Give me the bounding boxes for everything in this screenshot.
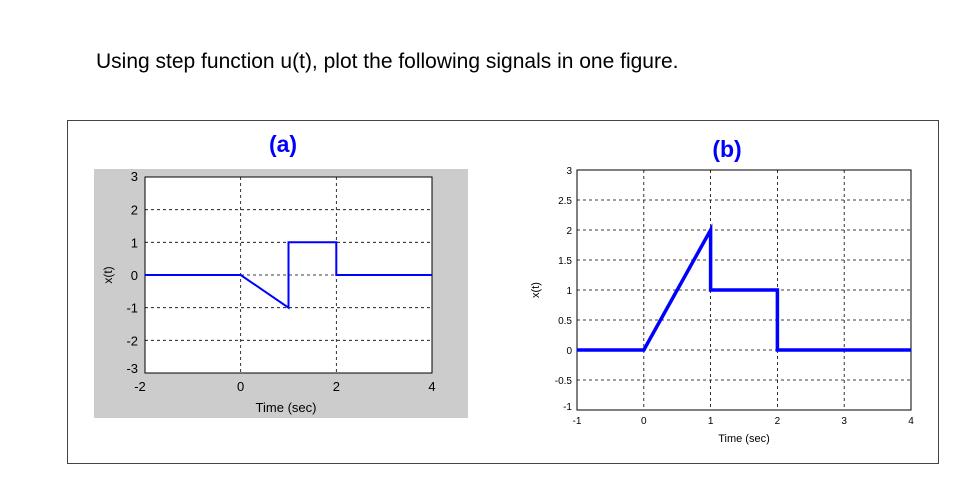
a-ytick-label: 2 bbox=[130, 202, 138, 218]
a-ytick-label: 1 bbox=[130, 235, 138, 251]
subplot-b-title: (b) bbox=[712, 136, 742, 162]
b-ytick-label: 1 bbox=[566, 286, 572, 297]
b-xtick-label: 1 bbox=[707, 416, 714, 427]
b-xtick-label: 4 bbox=[908, 416, 914, 427]
a-xtick-label: 2 bbox=[332, 379, 340, 394]
subplot-b bbox=[530, 136, 914, 445]
b-xtick-label: 2 bbox=[774, 416, 781, 427]
subplot-a-xlabel: Time (sec) bbox=[255, 400, 317, 415]
question-heading: Using step function u(t), plot the following signals in one figure. bbox=[96, 50, 679, 73]
subplot-a bbox=[94, 131, 468, 418]
a-xtick-label: -2 bbox=[134, 379, 146, 394]
b-ytick-label: 0.5 bbox=[558, 316, 572, 327]
subplot-a-title: (a) bbox=[268, 131, 298, 157]
subplot-a-ylabel: x(t) bbox=[101, 266, 115, 284]
b-ytick-label: 1.5 bbox=[558, 256, 572, 267]
b-ytick-label: 0 bbox=[566, 346, 572, 357]
b-xtick-label: 3 bbox=[841, 416, 847, 427]
b-ytick-label: -0.5 bbox=[554, 376, 572, 387]
b-xtick-label: -1 bbox=[572, 416, 582, 427]
a-xtick-label: 4 bbox=[428, 379, 436, 394]
b-ytick-label: 2 bbox=[566, 226, 572, 237]
b-ytick-label: 3 bbox=[566, 166, 572, 177]
a-xtick-label: 0 bbox=[237, 379, 245, 394]
a-ytick-label: -2 bbox=[126, 333, 138, 349]
a-ytick-label: 0 bbox=[130, 268, 138, 283]
subplot-b-ylabel: x(t) bbox=[530, 282, 542, 298]
a-ytick-label: 3 bbox=[130, 169, 138, 184]
subplot-b-xlabel: Time (sec) bbox=[718, 433, 770, 445]
a-ytick-label: -3 bbox=[126, 361, 138, 376]
b-ytick-label: -1 bbox=[563, 402, 572, 413]
b-xtick-label: 0 bbox=[641, 416, 647, 427]
a-ytick-label: -1 bbox=[126, 300, 138, 316]
b-ytick-label: 2.5 bbox=[558, 196, 572, 207]
